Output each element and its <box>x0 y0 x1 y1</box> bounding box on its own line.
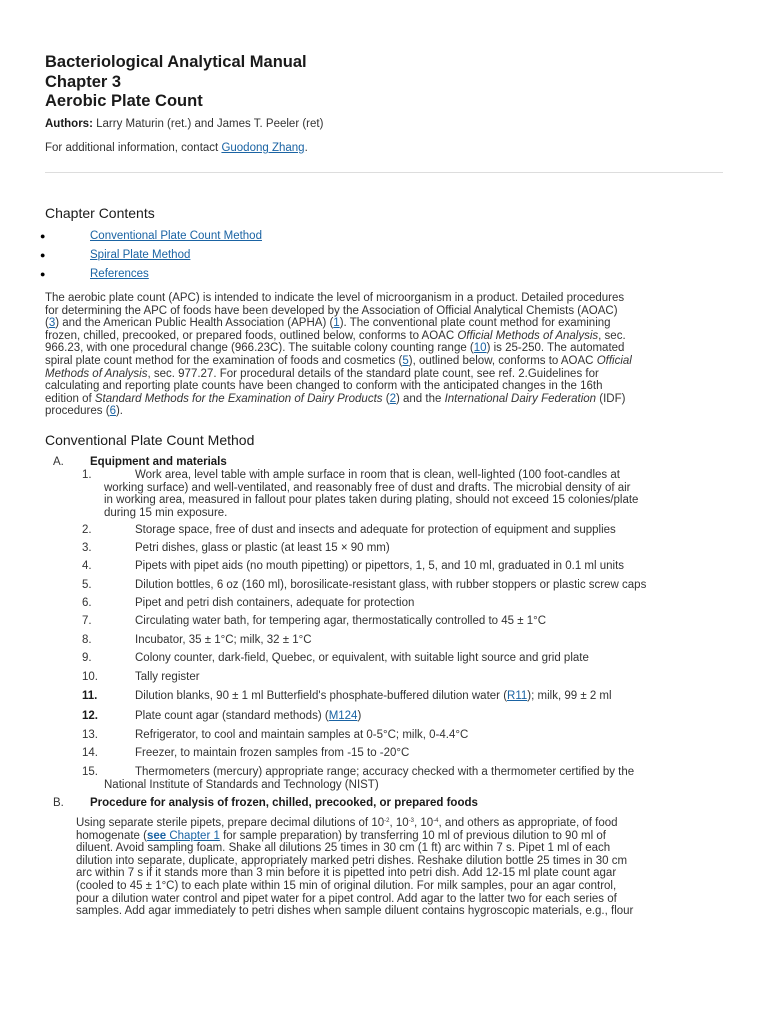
procedure-line <box>76 815 726 830</box>
text: edition of <box>45 392 95 405</box>
text-bold: see <box>146 829 167 842</box>
item-line: in working area, measured in fallout pour plates taken during plating, should not exceed 15 colonies/plate <box>104 494 639 506</box>
text: , sec. <box>598 329 626 342</box>
text: ) and the <box>395 392 445 405</box>
text: , 10 <box>389 817 409 829</box>
item-number: 6. <box>82 597 92 609</box>
authors-label: Authors: <box>45 118 93 130</box>
procedure-line: pour a dilution water control and pipet water for a pipet control. Add agar to the latter two for each series of <box>76 892 617 905</box>
authors-line <box>45 117 323 131</box>
subsection-letter: B. <box>53 797 64 809</box>
text: procedures ( <box>45 405 110 418</box>
text-italic: International Dairy Federation <box>444 392 597 405</box>
text-italic: Official <box>596 354 632 367</box>
item-number: 4. <box>82 560 92 572</box>
superscript: -3 <box>408 818 414 824</box>
item-text: Refrigerator, to cool and maintain samples at 0-5°C; milk, 0-4.4°C <box>135 729 469 741</box>
text: , 10 <box>414 817 434 829</box>
bullet-icon: ● <box>40 250 46 260</box>
intro-line: for determining the APC of foods have been developed by the Association of Official Analytical Chemists (AOAC) <box>45 304 618 317</box>
text: for sample preparation) by transferring 10 ml of previous dilution to 90 ml of <box>219 829 606 842</box>
title-line-topic: Aerobic Plate Count <box>45 92 203 110</box>
item-text <box>135 690 612 703</box>
intro-line <box>45 317 725 330</box>
item-number: 8. <box>82 634 92 646</box>
chapter-contents-heading: Chapter Contents <box>45 205 155 221</box>
item-text: Petri dishes, glass or plastic (at least 15 × 90 mm) <box>135 542 390 554</box>
procedure-line: arc within 7 s if it stands more than 3 min before it is pipetted into petri dish. Add 12-15 ml plate count agar <box>76 867 617 880</box>
item-text: Tally register <box>135 671 200 683</box>
superscript: -4 <box>433 818 439 824</box>
ref-link-3[interactable]: 3 <box>48 317 56 330</box>
ref-link-10[interactable]: 10 <box>473 342 487 355</box>
item-number: 3. <box>82 542 92 554</box>
item-line: National Institute of Standards and Technology (NIST) <box>104 778 379 791</box>
superscript: -2 <box>384 818 390 824</box>
item-text <box>135 710 361 723</box>
intro-line <box>45 342 725 355</box>
item-text: Pipets with pipet aids (no mouth pipetting) or pipettors, 1, 5, and 10 ml, graduated in 0.1 ml units <box>135 560 625 572</box>
contact-link[interactable]: Guodong Zhang <box>221 142 305 154</box>
item-text: Pipet and petri dish containers, adequate for protection <box>135 597 415 609</box>
toc-link-conventional[interactable]: Conventional Plate Count Method <box>90 230 262 242</box>
item-number: 5. <box>82 579 92 591</box>
authors-names: Larry Maturin (ret.) and James T. Peeler (ret) <box>96 118 324 130</box>
title-line-chapter: Chapter 3 <box>45 72 122 91</box>
text: ). <box>115 405 123 418</box>
subsection-title: Procedure for analysis of frozen, chilled, precooked, or prepared foods <box>90 797 478 809</box>
reagent-link-r11[interactable]: R11 <box>507 690 528 702</box>
contact-prefix: For additional information, contact <box>45 142 219 154</box>
ref-link-6[interactable]: 6 <box>109 405 116 418</box>
text: ( <box>382 392 390 405</box>
item-text: Storage space, free of dust and insects and adequate for protection of equipment and supplies <box>135 524 616 536</box>
text: ), outlined below, conforms to AOAC <box>408 354 597 367</box>
procedure-line: dilution into separate, duplicate, appropriately marked petri dishes. Reshake dilution bottle 25 times in 30 cm <box>76 854 628 867</box>
chapter-1-link[interactable] <box>147 830 220 842</box>
intro-line: calculating and reporting plate counts have been changed to conform with the anticipated changes in the 16th <box>45 380 603 393</box>
intro-paragraph <box>45 292 725 418</box>
intro-line <box>45 393 725 406</box>
text: ) is 25-250. The automated <box>486 342 625 355</box>
item-text <box>104 766 634 791</box>
medium-link-m124[interactable]: M124 <box>328 710 358 722</box>
title-line-manual: Bacteriological Analytical Manual <box>45 53 307 71</box>
bullet-icon: ● <box>40 231 46 241</box>
divider <box>45 172 723 173</box>
subsection-letter: A. <box>53 456 64 468</box>
text: , sec. 977.27. For procedural details of the standard plate count, see ref. 2.Guidelines for <box>147 367 599 380</box>
intro-line <box>45 368 725 381</box>
item-number: 2. <box>82 524 92 536</box>
text: frozen, chilled, precooked, or prepared foods, outlined below, conforms to AOAC <box>45 329 458 342</box>
item-line: Work area, level table with ample surface in room that is clean, well-lighted (100 foot-candles at <box>135 469 620 481</box>
item-number: 15. <box>82 766 98 778</box>
item-number: 9. <box>82 652 92 664</box>
item-number: 13. <box>82 729 98 741</box>
item-number: 1. <box>82 469 92 481</box>
text-italic: Methods of Analysis <box>45 367 148 380</box>
text: homogenate ( <box>76 829 147 842</box>
item-number: 12. <box>82 710 98 722</box>
text: Chapter 1 <box>169 829 220 842</box>
text: ) and the American Public Health Association (APHA) ( <box>55 317 334 330</box>
ref-link-2[interactable]: 2 <box>389 392 396 405</box>
item-line: during 15 min exposure. <box>104 506 228 519</box>
procedure-line: (cooled to 45 ± 1°C) to each plate within 15 min of original dilution. For milk samples, pour an agar control, <box>76 879 617 892</box>
item-number: 11. <box>82 690 98 702</box>
procedure-line: samples. Add agar immediately to petri dishes when sample diluent contains hygroscopic materials, e.g., flour <box>76 905 634 918</box>
item-text: Freezer, to maintain frozen samples from -15 to -20°C <box>135 747 410 759</box>
text: ( <box>45 317 49 330</box>
item-text: Colony counter, dark-field, Quebec, or equivalent, with suitable light source and grid plate <box>135 652 589 664</box>
text: Dilution blanks, 90 ± 1 ml Butterfield's phosphate-buffered dilution water ( <box>135 690 508 702</box>
toc-link-spiral[interactable]: Spiral Plate Method <box>90 249 191 261</box>
item-number: 10. <box>82 671 98 683</box>
contact-line <box>45 141 308 155</box>
text: Plate count agar (standard methods) ( <box>135 710 329 722</box>
item-text: Circulating water bath, for tempering agar, thermostatically controlled to 45 ± 1°C <box>135 615 547 627</box>
procedure-line <box>76 830 726 843</box>
text: spiral plate count method for the examination of foods and cosmetics ( <box>45 354 403 367</box>
item-text <box>104 469 638 519</box>
toc-link-references[interactable]: References <box>90 268 149 280</box>
text-italic: Official Methods of Analysis <box>457 329 599 342</box>
item-number: 7. <box>82 615 92 627</box>
text: Using separate sterile pipets, prepare decimal dilutions of 10 <box>76 817 385 829</box>
intro-line <box>45 405 725 418</box>
ref-link-5[interactable]: 5 <box>402 354 409 367</box>
procedure-line: diluent. Avoid sampling foam. Shake all dilutions 25 times in 30 cm (1 ft) arc within 7 s. Pipet 1 ml of each <box>76 842 611 855</box>
item-number: 14. <box>82 747 98 759</box>
intro-line <box>45 355 725 368</box>
contact-suffix: . <box>304 142 308 154</box>
text: ) <box>357 710 362 722</box>
item-line: working surface) and well-ventilated, and reasonably free of dust and drafts. The microbial density of air <box>104 481 631 494</box>
text: 966.23, with one procedural change (966.23C). The suitable colony counting range ( <box>45 342 474 355</box>
item-text: Dilution bottles, 6 oz (160 ml), borosilicate-resistant glass, with rubber stoppers or plastic screw caps <box>135 579 647 591</box>
subsection-title: Equipment and materials <box>90 456 227 468</box>
text: (IDF) <box>596 392 626 405</box>
ref-link-1[interactable]: 1 <box>333 317 340 330</box>
document-title <box>45 53 307 112</box>
conventional-method-heading: Conventional Plate Count Method <box>45 432 255 448</box>
text-italic: Standard Methods for the Examination of Dairy Products <box>94 392 383 405</box>
procedure-paragraph <box>76 815 726 918</box>
intro-line: The aerobic plate count (APC) is intended to indicate the level of microorganism in a product. Detailed procedures <box>45 292 625 304</box>
text: , and others as appropriate, of food <box>438 817 618 829</box>
bullet-icon: ● <box>40 269 46 279</box>
text: ); milk, 99 ± 2 ml <box>527 690 612 702</box>
intro-line <box>45 330 725 343</box>
item-line: Thermometers (mercury) appropriate range; accuracy checked with a thermometer certified by the <box>135 766 635 778</box>
text: ). The conventional plate count method for examining <box>339 317 611 330</box>
item-text: Incubator, 35 ± 1°C; milk, 32 ± 1°C <box>135 634 312 646</box>
